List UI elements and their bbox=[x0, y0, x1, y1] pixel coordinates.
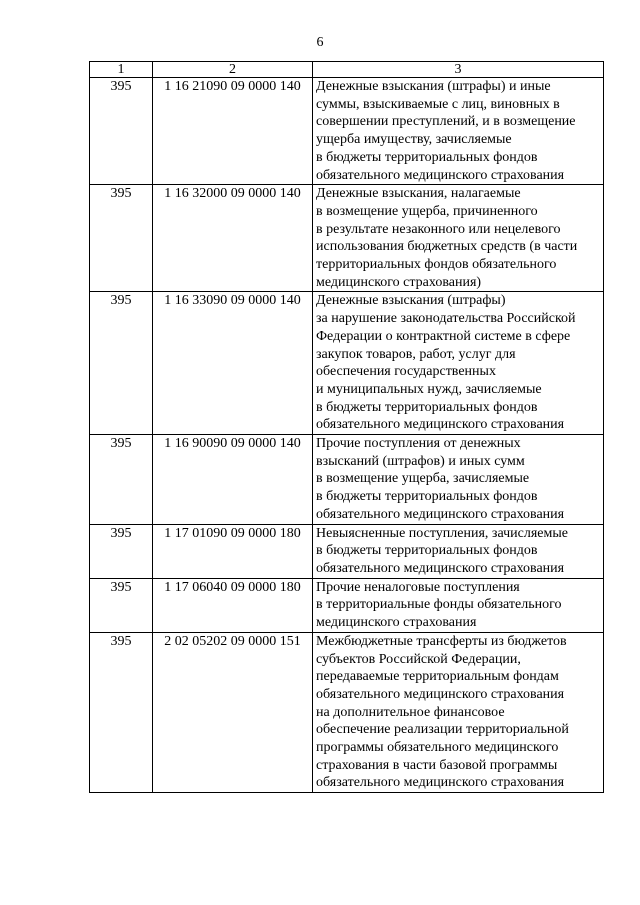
description-line: Межбюджетные трансферты из бюджетов bbox=[316, 633, 567, 649]
page-number: 6 bbox=[316, 35, 324, 50]
table-row bbox=[90, 292, 604, 435]
description-line: за нарушение законодательства Российской bbox=[316, 311, 576, 327]
admin-code-cell: 395 bbox=[90, 435, 153, 525]
budget-code-cell: 1 16 33090 09 0000 140 bbox=[153, 292, 313, 435]
table-row bbox=[90, 524, 604, 578]
description-line: субъектов Российской Федерации, bbox=[316, 651, 521, 667]
description-line: ущерба имуществу, зачисляемые bbox=[316, 132, 512, 148]
description-cell bbox=[313, 578, 604, 632]
description-line: Невыясненные поступления, зачисляемые bbox=[316, 525, 568, 541]
admin-code-cell: 395 bbox=[90, 632, 153, 792]
budget-code-cell: 1 16 90090 09 0000 140 bbox=[153, 435, 313, 525]
budget-code-cell: 2 02 05202 09 0000 151 bbox=[153, 632, 313, 792]
description-line: в бюджеты территориальных фондов bbox=[316, 149, 538, 165]
revenue-codes-table bbox=[89, 61, 604, 793]
description-line: совершении преступлений, и в возмещение bbox=[316, 114, 576, 130]
table-row bbox=[90, 78, 604, 185]
table-body bbox=[90, 78, 604, 793]
budget-code-cell: 1 17 06040 09 0000 180 bbox=[153, 578, 313, 632]
description-line: передаваемые территориальным фондам bbox=[316, 669, 559, 685]
description-line: Денежные взыскания (штрафы) bbox=[316, 293, 506, 309]
description-line: медицинского страхования) bbox=[316, 274, 482, 290]
description-line: суммы, взыскиваемые с лиц, виновных в bbox=[316, 96, 560, 112]
description-line: обязательного медицинского страхования bbox=[316, 686, 565, 702]
admin-code-cell: 395 bbox=[90, 578, 153, 632]
description-line: обязательного медицинского страхования bbox=[316, 506, 565, 522]
description-line: медицинского страхования bbox=[316, 615, 477, 631]
admin-code-cell: 395 bbox=[90, 524, 153, 578]
description-line: обязательного медицинского страхования bbox=[316, 417, 565, 433]
description-cell bbox=[313, 78, 604, 185]
description-line: в результате незаконного или нецелевого bbox=[316, 221, 561, 237]
description-line: в бюджеты территориальных фондов bbox=[316, 489, 538, 505]
description-line: обязательного медицинского страхования bbox=[316, 167, 565, 183]
description-line: обязательного медицинского страхования bbox=[316, 560, 565, 576]
description-line: закупок товаров, работ, услуг для bbox=[316, 346, 516, 362]
description-cell bbox=[313, 632, 604, 792]
description-line: Федерации о контрактной системе в сфере bbox=[316, 328, 571, 344]
description-cell bbox=[313, 524, 604, 578]
description-line: Прочие поступления от денежных bbox=[316, 436, 521, 452]
description-line: программы обязательного медицинского bbox=[316, 740, 559, 756]
description-line: Прочие неналоговые поступления bbox=[316, 579, 520, 595]
header-col-3: 3 bbox=[313, 62, 604, 78]
table-row bbox=[90, 185, 604, 292]
description-cell bbox=[313, 292, 604, 435]
description-line: на дополнительное финансовое bbox=[316, 704, 505, 720]
description-line: обеспечение реализации территориальной bbox=[316, 722, 569, 738]
description-line: территориальных фондов обязательного bbox=[316, 257, 557, 273]
description-line: Денежные взыскания (штрафы) и иные bbox=[316, 79, 551, 94]
description-line: в бюджеты территориальных фондов bbox=[316, 399, 538, 415]
description-line: взысканий (штрафов) и иных сумм bbox=[316, 453, 525, 469]
description-line: обеспечения государственных bbox=[316, 364, 496, 380]
header-col-2: 2 bbox=[153, 62, 313, 78]
description-line: обязательного медицинского страхования bbox=[316, 775, 565, 791]
description-line: в возмещение ущерба, зачисляемые bbox=[316, 471, 530, 487]
table-row bbox=[90, 632, 604, 792]
admin-code-cell: 395 bbox=[90, 292, 153, 435]
description-cell bbox=[313, 185, 604, 292]
description-line: в территориальные фонды обязательного bbox=[316, 597, 562, 613]
table-row bbox=[90, 578, 604, 632]
header-row bbox=[90, 62, 604, 78]
description-line: использования бюджетных средств (в части bbox=[316, 239, 578, 255]
description-line: и муниципальных нужд, зачисляемые bbox=[316, 381, 542, 397]
table-row bbox=[90, 435, 604, 525]
description-cell bbox=[313, 435, 604, 525]
table-header bbox=[90, 62, 604, 78]
budget-code-cell: 1 16 32000 09 0000 140 bbox=[153, 185, 313, 292]
description-line: в возмещение ущерба, причиненного bbox=[316, 203, 538, 219]
admin-code-cell: 395 bbox=[90, 185, 153, 292]
description-line: Денежные взыскания, налагаемые bbox=[316, 186, 521, 202]
admin-code-cell: 395 bbox=[90, 78, 153, 185]
description-line: в бюджеты территориальных фондов bbox=[316, 543, 538, 559]
header-col-1: 1 bbox=[90, 62, 153, 78]
budget-code-cell: 1 17 01090 09 0000 180 bbox=[153, 524, 313, 578]
budget-code-cell: 1 16 21090 09 0000 140 bbox=[153, 78, 313, 185]
description-line: страхования в части базовой программы bbox=[316, 757, 558, 773]
